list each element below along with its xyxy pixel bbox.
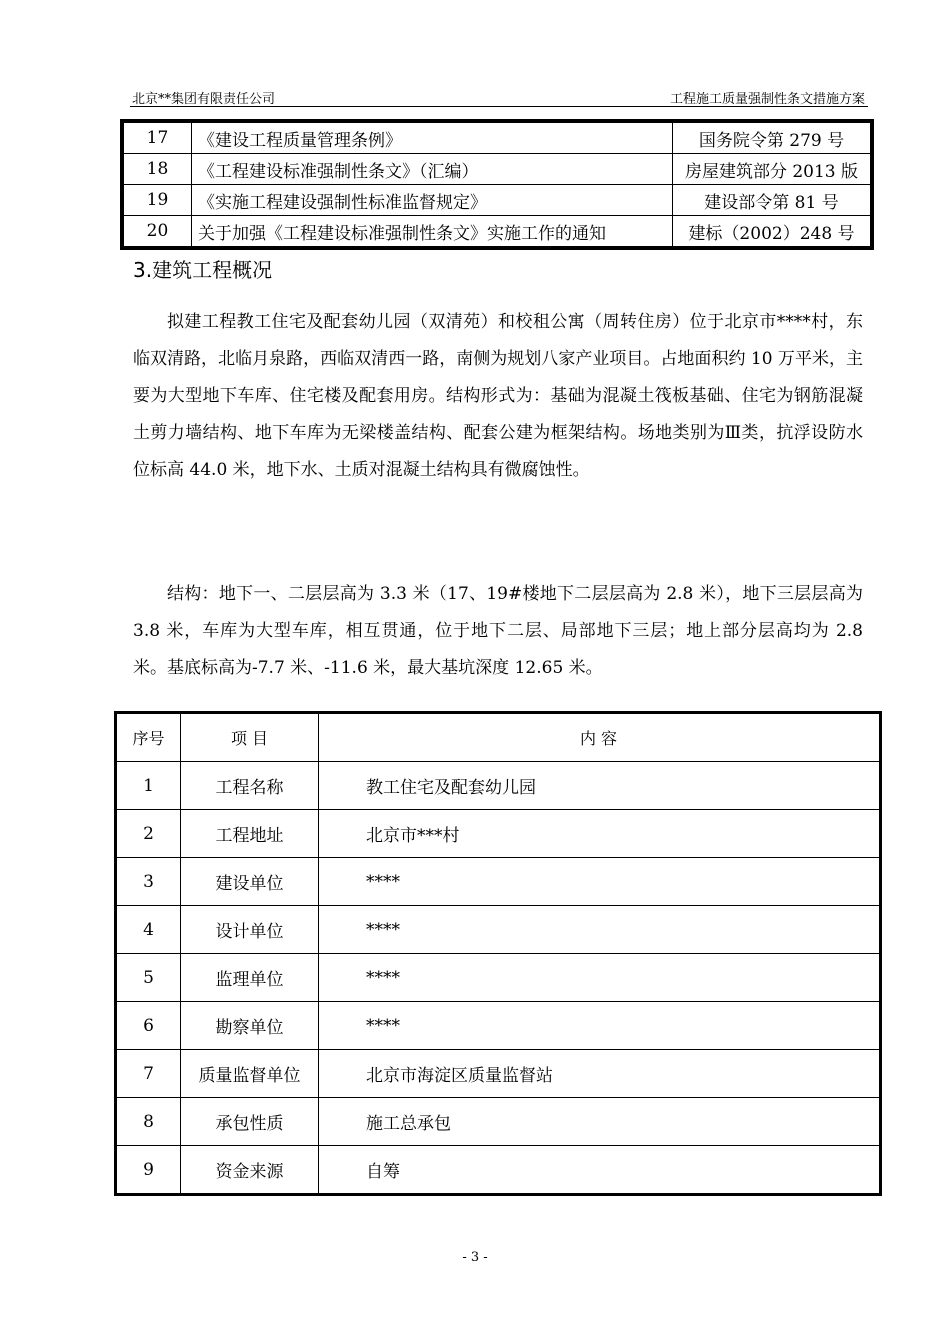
ref-code: 房屋建筑部分 2013 版 [673, 154, 873, 185]
row-content: 施工总承包 [319, 1098, 881, 1146]
row-num: 5 [116, 954, 181, 1002]
header-item: 项 目 [181, 713, 319, 762]
header-content: 内 容 [319, 713, 881, 762]
section-title: 3.建筑工程概况 [133, 258, 273, 282]
row-content: **** [319, 1002, 881, 1050]
row-content: **** [319, 858, 881, 906]
row-item: 承包性质 [181, 1098, 319, 1146]
row-content: 自筹 [319, 1146, 881, 1195]
ref-title: 《实施工程建设强制性标准监督规定》 [192, 185, 673, 216]
table-row [116, 810, 881, 858]
row-num: 1 [116, 762, 181, 810]
ref-code: 国务院令第 279 号 [673, 121, 873, 154]
table-row [122, 154, 872, 185]
ref-num: 20 [122, 216, 192, 249]
table-row [116, 906, 881, 954]
row-item: 建设单位 [181, 858, 319, 906]
row-item: 工程地址 [181, 810, 319, 858]
ref-code: 建标（2002）248 号 [673, 216, 873, 249]
table-row [122, 185, 872, 216]
row-item: 设计单位 [181, 906, 319, 954]
ref-code: 建设部令第 81 号 [673, 185, 873, 216]
table-row [116, 1098, 881, 1146]
row-item: 资金来源 [181, 1146, 319, 1195]
table-row [116, 954, 881, 1002]
row-item: 勘察单位 [181, 1002, 319, 1050]
project-overview-table [114, 711, 882, 1196]
row-num: 8 [116, 1098, 181, 1146]
ref-title: 《工程建设标准强制性条文》（汇编） [192, 154, 673, 185]
row-content: **** [319, 954, 881, 1002]
ref-num: 17 [122, 121, 192, 154]
table-row [116, 1002, 881, 1050]
page-number: - 3 - [462, 1250, 488, 1265]
ref-num: 19 [122, 185, 192, 216]
row-num: 6 [116, 1002, 181, 1050]
header-rule [130, 106, 868, 107]
table-row [116, 858, 881, 906]
ref-title: 关于加强《工程建设标准强制性条文》实施工作的通知 [192, 216, 673, 249]
overview-paragraph: 拟建工程教工住宅及配套幼儿园（双清苑）和校租公寓（周转住房）位于北京市****村，东临双清路，北临月泉路，西临双清西一路，南侧为规划八家产业项目。占地面积约 10 万平米，主要为大型地下车库、住宅楼及配套用房。结构形式为：基础为混凝土筏板基础、住宅为钢筋混凝土剪力墙结构、地下车库为无梁楼盖结构、配套公建为框架结构。场地类别为Ⅲ类，抗浮设防水位标高 44.0 米，地下水、土质对混凝土结构具有微腐蚀性。 [133, 312, 863, 480]
row-num: 7 [116, 1050, 181, 1098]
table-row [116, 762, 881, 810]
row-item: 监理单位 [181, 954, 319, 1002]
references-table [120, 119, 874, 250]
row-num: 4 [116, 906, 181, 954]
table-header-row [116, 713, 881, 762]
table-row [122, 216, 872, 249]
table-row [116, 1146, 881, 1195]
ref-num: 18 [122, 154, 192, 185]
table-row [122, 121, 872, 154]
header-num: 序号 [116, 713, 181, 762]
table-row [116, 1050, 881, 1098]
row-content: 北京市海淀区质量监督站 [319, 1050, 881, 1098]
row-num: 9 [116, 1146, 181, 1195]
header-company: 北京**集团有限责任公司 [132, 92, 276, 107]
row-num: 2 [116, 810, 181, 858]
header-doc-title: 工程施工质量强制性条文措施方案 [669, 92, 865, 107]
page-header [130, 88, 865, 108]
row-item: 工程名称 [181, 762, 319, 810]
row-content: 教工住宅及配套幼儿园 [319, 762, 881, 810]
row-content: **** [319, 906, 881, 954]
structure-paragraph: 结构：地下一、二层层高为 3.3 米（17、19#楼地下二层层高为 2.8 米），地下三层层高为 3.8 米，车库为大型车库，相互贯通，位于地下二层、局部地下三层；地上部分层高均为 2.8 米。基底标高为-7.7 米、-11.6 米，最大基坑深度 12.65 米。 [133, 584, 863, 678]
row-content: 北京市***村 [319, 810, 881, 858]
ref-title: 《建设工程质量管理条例》 [192, 121, 673, 154]
row-num: 3 [116, 858, 181, 906]
row-item: 质量监督单位 [181, 1050, 319, 1098]
